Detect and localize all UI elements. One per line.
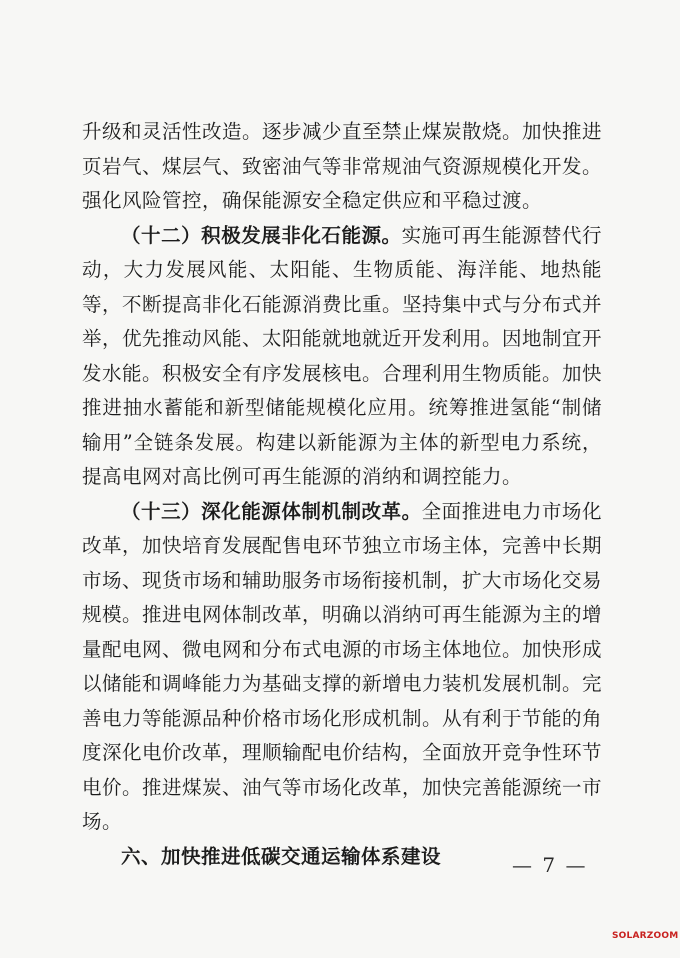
paragraph-text: 实施可再生能源替代行动，大力发展风能、太阳能、生物质能、海洋能、地热能等，不断提高非化石能源消费比重。坚持集中式与分布式并举，优先推动风能、太阳能就地就近开发利用。因地制宜开发水能。积极安全有序发展核电。合理利用生物质能。加快推进抽水蓄能和新型储能规模化应用。统筹推进氢能“制储输用”全链条发展。构建以新能源为主体的新型电力系统，提高电网对高比例可再生能源的消纳和调控能力。: [82, 223, 603, 488]
watermark-logo: SOLARZOOM: [612, 931, 679, 941]
paragraph-continuation: [82, 115, 602, 219]
paragraph-thirteen: [82, 495, 602, 840]
paragraph-text: 升级和灵活性改造。逐步减少直至禁止煤炭散烧。加快推进页岩气、煤层气、致密油气等非常规油气资源规模化开发。强化风险管控，确保能源安全稳定供应和平稳过渡。: [82, 120, 603, 212]
paragraph-text: 全面推进电力市场化改革，加快培育发展配售电环节独立市场主体，完善中长期市场、现货市场和辅助服务市场衔接机制，扩大市场化交易规模。推进电网体制改革，明确以消纳可再生能源为主的增量配电网、微电网和分布式电源的市场主体地位。加快形成以储能和调峰能力为基础支撑的新增电力装机发展机制。完善电力等能源品种价格市场化形成机制。从有利于节能的角度深化电价改革，理顺输配电价结构，全面放开竞争性环节电价。推进煤炭、油气等市场化改革，加快完善能源统一市场。: [82, 499, 603, 833]
paragraph-twelve: [82, 219, 602, 495]
section-heading: 六、加快推进低碳交通运输体系建设: [121, 844, 442, 868]
paragraph-lead: （十三）深化能源体制机制改革。: [121, 499, 422, 523]
document-body: [82, 115, 602, 874]
page-number: — 7 —: [512, 853, 588, 877]
paragraph-lead: （十二）积极发展非化石能源。: [121, 223, 402, 247]
